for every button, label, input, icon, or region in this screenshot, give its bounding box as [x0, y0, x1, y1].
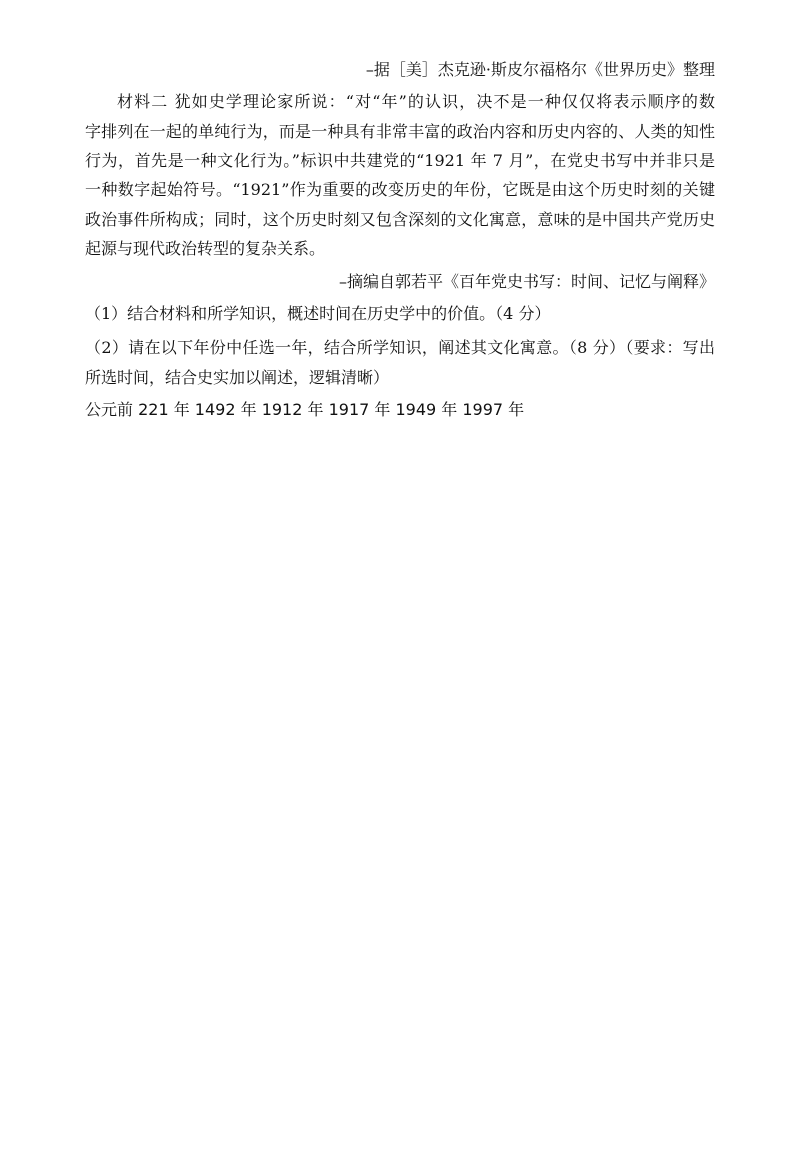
source-citation-1: –据［美］杰克逊·斯皮尔福格尔《世界历史》整理: [365, 60, 715, 79]
material-2-line: 起源与现代政治转型的复杂关系。: [85, 239, 326, 258]
question-2-line: 所选时间，结合史实加以阐述，逻辑清晰）: [85, 368, 390, 387]
year-options: 公元前 221 年 1492 年 1912 年 1917 年 1949 年 1997 年: [85, 400, 525, 419]
material-2-line: 政治事件所构成；同时，这个历史时刻又包含深刻的文化寓意，意味的是中国共产党历史: [85, 210, 715, 229]
material-2-line: 一种数字起始符号。“1921”作为重要的改变历史的年份，它既是由这个历史时刻的关键: [85, 180, 715, 199]
material-2-line: 字排列在一起的单纯行为，而是一种具有非常丰富的政治内容和历史内容的、人类的知性: [85, 122, 715, 141]
material-2-line: 行为，首先是一种文化行为。”标识中共建党的“1921 年 7 月”，在党史书写中并非只是: [85, 151, 715, 170]
question-1: （1）结合材料和所学知识，概述时间在历史学中的价值。（4 分）: [85, 304, 551, 323]
material-2-line: 材料二 犹如史学理论家所说：“对“年”的认识，决不是一种仅仅将表示顺序的数: [117, 92, 715, 111]
question-2-line: （2）请在以下年份中任选一年，结合所学知识，阐述其文化寓意。（8 分）（要求：写出: [85, 338, 715, 357]
source-citation-2: –摘编自郭若平《百年党史书写：时间、记忆与阐释》: [338, 272, 715, 291]
